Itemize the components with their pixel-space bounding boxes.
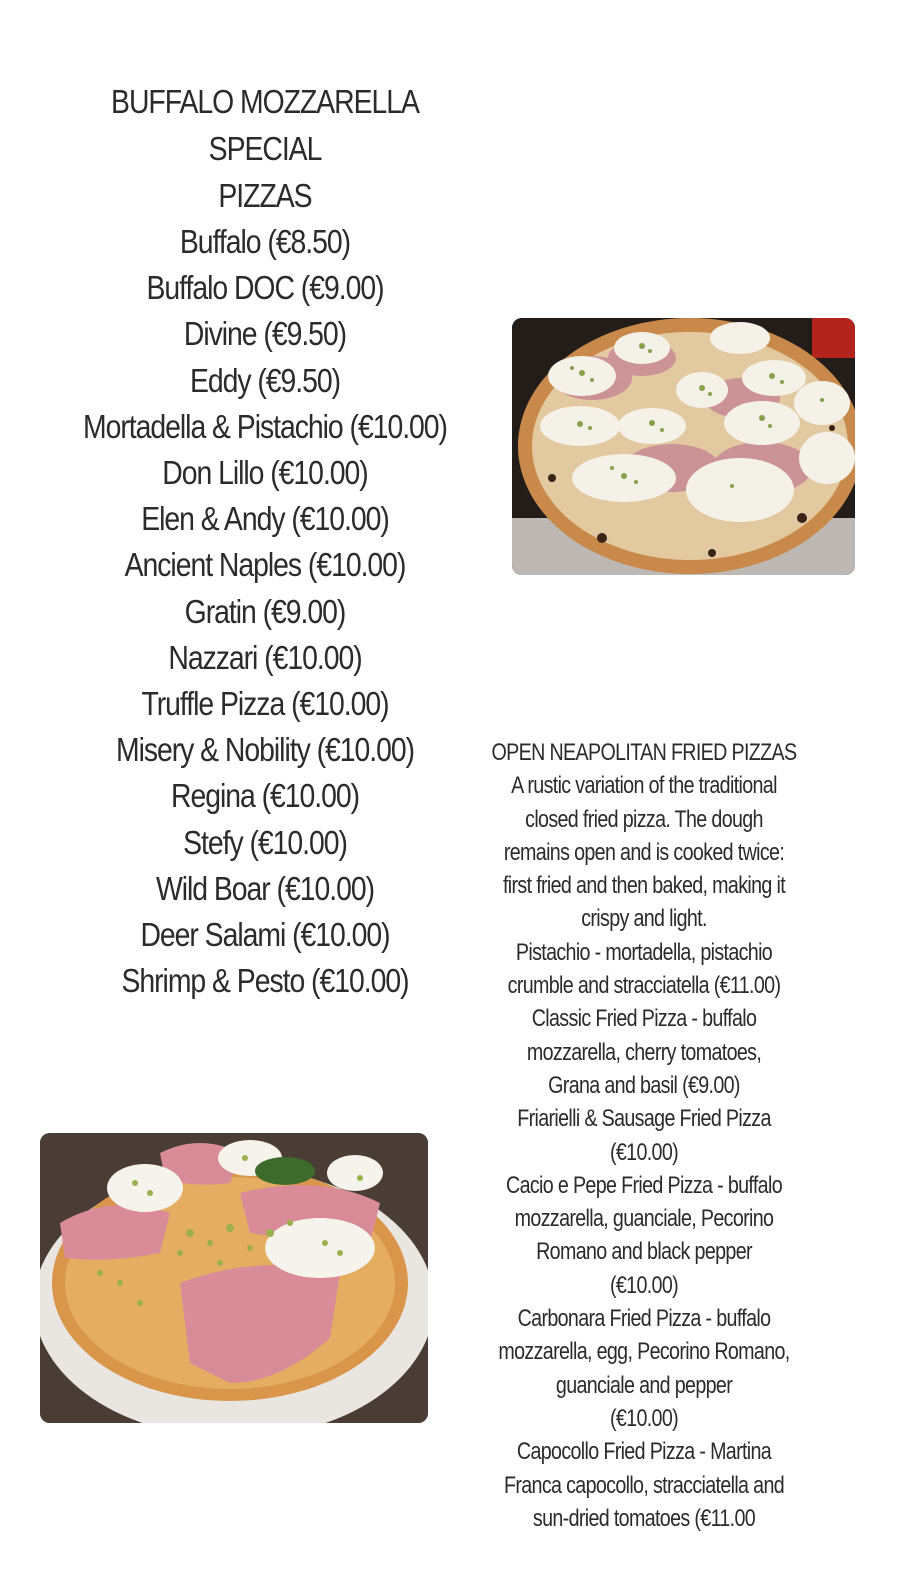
fried-pizza-photo [40, 1133, 428, 1423]
fried-section-line: Friarielli & Sausage Fried Pizza [517, 1105, 771, 1133]
menu-item: Divine (€9.50) [183, 315, 347, 353]
menu-item: Shrimp & Pesto (€10.00) [121, 962, 409, 1000]
menu-item: Truffle Pizza (€10.00) [141, 685, 389, 723]
menu-item: Mortadella & Pistachio (€10.00) [83, 407, 447, 445]
menu-item: Deer Salami (€10.00) [140, 916, 390, 954]
fried-section-line: Cacio e Pepe Fried Pizza - buffalo [506, 1171, 782, 1199]
fried-section-line: sun-dried tomatoes (€11.00 [532, 1504, 756, 1532]
pizza-photo [512, 318, 855, 575]
fried-section-line: guanciale and pepper [555, 1371, 733, 1399]
menu-item: Don Lillo (€10.00) [162, 454, 368, 492]
menu-item: Gratin (€9.00) [184, 592, 346, 630]
menu-item: Nazzari (€10.00) [168, 638, 362, 676]
fried-section-line: Franca capocollo, stracciatella and [503, 1471, 785, 1499]
buffalo-section-title-line2: PIZZAS [218, 177, 312, 214]
buffalo-menu-list [40, 219, 490, 1004]
fried-section [458, 736, 830, 1535]
fried-section-line: closed fried pizza. The dough [525, 805, 763, 833]
menu-item: Eddy (€9.50) [189, 361, 341, 399]
fried-section-line: Romano and black pepper [536, 1238, 752, 1266]
fried-section-title: OPEN NEAPOLITAN FRIED PIZZAS [491, 739, 797, 766]
menu-item: Buffalo (€8.50) [179, 223, 351, 260]
fried-section-line: (€10.00) [609, 1404, 679, 1432]
fried-section-line: crispy and light. [581, 905, 707, 933]
menu-item: Elen & Andy (€10.00) [141, 500, 389, 538]
buffalo-section [40, 78, 490, 1004]
buffalo-section-title-line1: BUFFALO MOZZARELLA SPECIAL [111, 83, 419, 167]
fried-section-line: Pistachio - mortadella, pistachio [515, 938, 773, 966]
fried-section-line: Grana and basil (€9.00) [548, 1071, 740, 1099]
fried-section-line: mozzarella, cherry tomatoes, [526, 1038, 762, 1066]
fried-section-line: Carbonara Fried Pizza - buffalo [517, 1305, 771, 1333]
menu-item: Buffalo DOC (€9.00) [146, 269, 384, 307]
fried-section-line: mozzarella, guanciale, Pecorino [514, 1205, 774, 1233]
fried-section-line: remains open and is cooked twice: [503, 838, 785, 866]
fried-section-line: crumble and stracciatella (€11.00) [507, 972, 781, 1000]
menu-item: Regina (€10.00) [170, 777, 360, 815]
menu-item: Ancient Naples (€10.00) [124, 546, 406, 584]
fried-section-line: mozzarella, egg, Pecorino Romano, [498, 1338, 790, 1366]
menu-item: Misery & Nobility (€10.00) [115, 731, 415, 769]
menu-item: Wild Boar (€10.00) [155, 869, 375, 907]
fried-section-line: (€10.00) [609, 1138, 679, 1166]
fried-section-line: Capocollo Fried Pizza - Martina [516, 1438, 772, 1466]
fried-section-line: A rustic variation of the traditional [511, 772, 777, 800]
pizza-photo-icon [512, 318, 855, 575]
fried-pizza-photo-icon [40, 1133, 428, 1423]
fried-section-line: first fried and then baked, making it [502, 872, 786, 900]
fried-section-line: Classic Fried Pizza - buffalo [531, 1005, 757, 1033]
fried-section-line: (€10.00) [609, 1271, 679, 1299]
menu-item: Stefy (€10.00) [183, 823, 347, 861]
